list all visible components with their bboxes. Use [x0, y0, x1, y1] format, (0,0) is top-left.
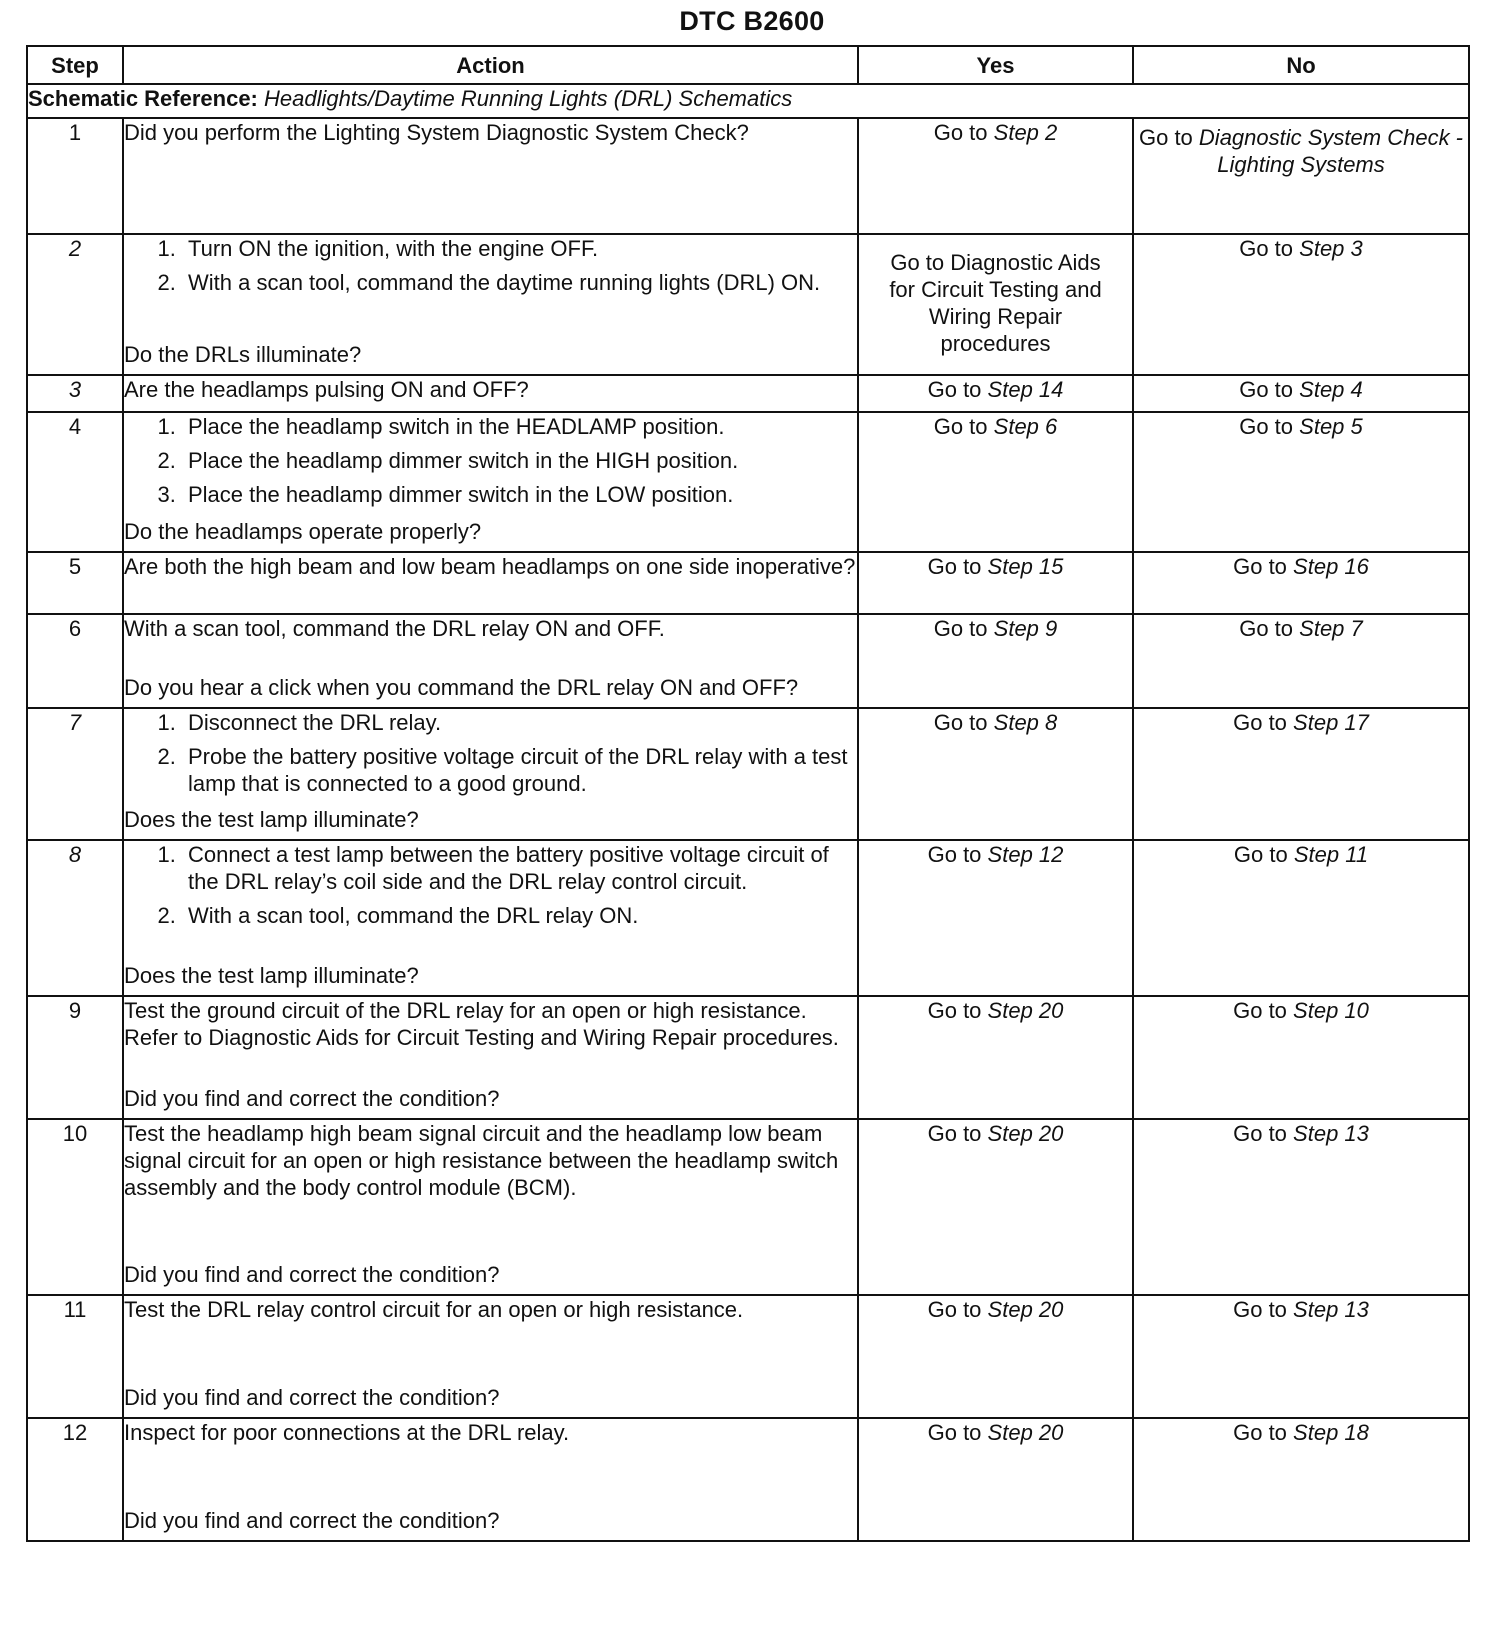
action-question: Do you hear a click when you command the DRL relay ON and OFF? [124, 675, 799, 700]
yes-goto-link[interactable]: Step 20 [987, 1121, 1064, 1146]
yes-cell [858, 375, 1133, 412]
table-row [27, 1295, 1469, 1418]
step-number: 5 [27, 552, 123, 614]
yes-goto-text: Go to [933, 616, 988, 641]
no-goto-text: Go to [1233, 1121, 1287, 1146]
yes-goto-text: Go to Diagnostic Aids for Circuit Testing and Wiring Repair procedures [889, 250, 1102, 356]
schematic-reference-row [27, 84, 1469, 118]
action-step-item: 1. Turn ON the ignition, with the engine OFF. [182, 235, 857, 262]
action-step-item: 2. With a scan tool, command the DRL relay ON. [182, 902, 857, 929]
action-question: Did you perform the Lighting System Diagnostic System Check? [124, 120, 749, 145]
yes-goto-text: Go to [933, 710, 988, 735]
action-step-item: 1. Disconnect the DRL relay. [182, 709, 857, 736]
action-question: Do the DRLs illuminate? [124, 342, 362, 367]
header-step: Step [27, 46, 123, 84]
yes-cell [858, 1295, 1133, 1418]
yes-goto-link[interactable]: Step 20 [987, 1420, 1064, 1445]
yes-cell [858, 412, 1133, 552]
no-goto-text: Go to [1233, 1420, 1287, 1445]
no-goto-link[interactable]: Step 16 [1293, 554, 1369, 579]
action-cell [123, 412, 858, 552]
yes-goto-text: Go to [927, 377, 982, 402]
yes-cell [858, 1119, 1133, 1295]
step-number: 6 [27, 614, 123, 708]
yes-cell [858, 1418, 1133, 1541]
no-goto-text: Go to [1233, 710, 1287, 735]
step-number: 4 [27, 412, 123, 552]
action-steps-list [124, 709, 857, 797]
yes-goto-text: Go to [927, 842, 982, 867]
action-step-item: 3. Place the headlamp dimmer switch in the LOW position. [182, 481, 857, 508]
step-number: 10 [27, 1119, 123, 1295]
yes-goto-link[interactable]: Step 20 [987, 998, 1064, 1023]
action-instruction: Test the DRL relay control circuit for an open or high resistance. [124, 1297, 744, 1322]
step-number: 7 [27, 708, 123, 840]
action-instruction: Test the ground circuit of the DRL relay for an open or high resistance. Refer to Diagnostic Aids for Circuit Testing and Wiring Repair procedures. [124, 998, 839, 1050]
yes-goto-link[interactable]: Step 20 [987, 1297, 1064, 1322]
yes-cell [858, 996, 1133, 1119]
table-row [27, 118, 1469, 234]
no-goto-text: Go to [1239, 236, 1294, 261]
action-cell [123, 708, 858, 840]
action-step-item: 2. With a scan tool, command the daytime running lights (DRL) ON. [182, 269, 857, 296]
yes-goto-link[interactable]: Step 2 [993, 120, 1058, 145]
no-cell [1133, 375, 1469, 412]
step-number: 3 [27, 375, 123, 412]
table-row [27, 996, 1469, 1119]
step-number: 1 [27, 118, 123, 234]
no-cell [1133, 1295, 1469, 1418]
action-question: Are the headlamps pulsing ON and OFF? [124, 377, 529, 402]
no-cell [1133, 708, 1469, 840]
no-cell [1133, 234, 1469, 375]
yes-goto-text: Go to [933, 120, 988, 145]
yes-goto-link[interactable]: Step 6 [993, 414, 1058, 439]
no-cell [1133, 840, 1469, 996]
no-goto-link[interactable]: Step 3 [1299, 236, 1363, 261]
action-cell [123, 1119, 858, 1295]
table-row [27, 375, 1469, 412]
action-cell [123, 234, 858, 375]
action-cell [123, 1295, 858, 1418]
action-cell [123, 840, 858, 996]
yes-goto-text: Go to [927, 1420, 982, 1445]
action-steps-list [124, 841, 857, 929]
table-row [27, 1119, 1469, 1295]
yes-cell [858, 840, 1133, 996]
no-goto-link[interactable]: Step 11 [1293, 842, 1369, 867]
no-goto-link[interactable]: Step 17 [1293, 710, 1369, 735]
no-goto-link[interactable]: Step 7 [1299, 616, 1363, 641]
no-cell [1133, 118, 1469, 234]
no-goto-text: Go to [1239, 616, 1294, 641]
diagnostic-table [26, 45, 1470, 1542]
no-cell [1133, 412, 1469, 552]
yes-goto-text: Go to [927, 1121, 982, 1146]
yes-goto-text: Go to [927, 554, 982, 579]
action-cell [123, 375, 858, 412]
action-cell [123, 552, 858, 614]
yes-goto-link[interactable]: Step 9 [993, 616, 1058, 641]
no-goto-text: Go to [1239, 377, 1294, 402]
action-cell [123, 118, 858, 234]
header-no: No [1133, 46, 1469, 84]
action-instruction: Inspect for poor connections at the DRL relay. [124, 1420, 570, 1445]
action-cell [123, 1418, 858, 1541]
no-goto-text: Go to [1233, 842, 1288, 867]
no-cell [1133, 1119, 1469, 1295]
header-yes: Yes [858, 46, 1133, 84]
table-row [27, 552, 1469, 614]
no-goto-link[interactable]: Step 13 [1293, 1121, 1369, 1146]
no-goto-link[interactable]: Step 18 [1293, 1420, 1369, 1445]
action-step-item: 1. Connect a test lamp between the battery positive voltage circuit of the DRL relay’s coil side and the DRL relay control circuit. [182, 841, 857, 895]
action-instruction: With a scan tool, command the DRL relay ON and OFF. [124, 616, 665, 641]
header-action: Action [123, 46, 858, 84]
action-steps-list [124, 235, 857, 296]
action-step-item: 2. Place the headlamp dimmer switch in the HIGH position. [182, 447, 857, 474]
action-question: Did you find and correct the condition? [124, 1262, 500, 1287]
yes-cell [858, 708, 1133, 840]
no-goto-link[interactable]: Step 10 [1293, 998, 1369, 1023]
table-row [27, 614, 1469, 708]
no-goto-text: Go to [1138, 125, 1193, 150]
no-cell [1133, 996, 1469, 1119]
yes-goto-text: Go to [927, 998, 982, 1023]
schematic-reference [27, 84, 1469, 118]
action-question: Does the test lamp illuminate? [124, 963, 419, 988]
schematic-reference-link[interactable]: Headlights/Daytime Running Lights (DRL) Schematics [264, 86, 793, 111]
action-question: Did you find and correct the condition? [124, 1086, 500, 1111]
schematic-reference-label: Schematic Reference: [28, 86, 258, 111]
step-number: 11 [27, 1295, 123, 1418]
table-row [27, 412, 1469, 552]
no-cell [1133, 552, 1469, 614]
yes-goto-text: Go to [933, 414, 988, 439]
yes-cell [858, 234, 1133, 375]
no-goto-text: Go to [1233, 998, 1287, 1023]
yes-cell [858, 614, 1133, 708]
action-cell [123, 614, 858, 708]
action-question: Did you find and correct the condition? [124, 1508, 500, 1533]
no-goto-text: Go to [1233, 554, 1287, 579]
yes-goto-link[interactable]: Step 14 [987, 377, 1064, 402]
action-instruction: Test the headlamp high beam signal circuit and the headlamp low beam signal circuit for an open or high resistance between the headlamp switch assembly and the body control module (BCM). [124, 1121, 839, 1200]
table-row [27, 1418, 1469, 1541]
table-row [27, 840, 1469, 996]
no-goto-text: Go to [1239, 414, 1294, 439]
action-cell [123, 996, 858, 1119]
action-step-item: 1. Place the headlamp switch in the HEADLAMP position. [182, 413, 857, 440]
step-number: 2 [27, 234, 123, 375]
no-goto-link[interactable]: Step 13 [1293, 1297, 1369, 1322]
action-question: Do the headlamps operate properly? [124, 519, 482, 544]
no-cell [1133, 1418, 1469, 1541]
table-row [27, 708, 1469, 840]
action-question: Are both the high beam and low beam headlamps on one side inoperative? [124, 554, 856, 579]
no-goto-text: Go to [1233, 1297, 1287, 1322]
yes-goto-link[interactable]: Step 8 [993, 710, 1058, 735]
step-number: 9 [27, 996, 123, 1119]
step-number: 8 [27, 840, 123, 996]
yes-goto-link[interactable]: Step 12 [987, 842, 1064, 867]
document-title: DTC B2600 [679, 6, 825, 36]
no-goto-link[interactable]: Step 4 [1299, 377, 1363, 402]
header-row [27, 46, 1469, 84]
no-cell [1133, 614, 1469, 708]
no-goto-link[interactable]: Step 5 [1299, 414, 1363, 439]
yes-goto-link[interactable]: Step 15 [987, 554, 1064, 579]
yes-goto-text: Go to [927, 1297, 982, 1322]
action-question: Does the test lamp illuminate? [124, 807, 419, 832]
action-question: Did you find and correct the condition? [124, 1385, 500, 1410]
step-number: 12 [27, 1418, 123, 1541]
yes-cell [858, 118, 1133, 234]
table-row [27, 234, 1469, 375]
no-goto-link[interactable]: Diagnostic System Check - Lighting Systems [1198, 125, 1464, 177]
action-steps-list [124, 413, 857, 508]
action-step-item: 2. Probe the battery positive voltage circuit of the DRL relay with a test lamp that is connected to a good ground. [182, 743, 857, 797]
yes-cell [858, 552, 1133, 614]
